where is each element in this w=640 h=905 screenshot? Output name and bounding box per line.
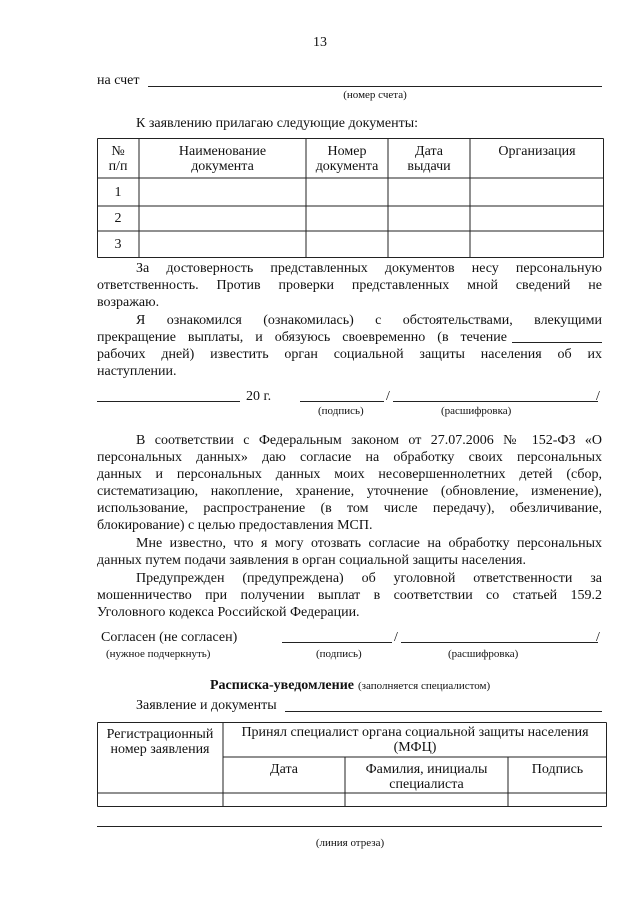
signature-caption: (подпись) bbox=[318, 405, 364, 417]
table-row-number: 1 bbox=[114, 185, 122, 200]
consent-line-1: В соответствии с Федеральным законом от 27.07.2006 № 152-ФЗ «О bbox=[136, 433, 602, 448]
slash: / bbox=[394, 630, 398, 645]
receipt-table bbox=[97, 722, 607, 807]
decode-line[interactable] bbox=[401, 642, 598, 643]
underline-note: (нужное подчеркнуть) bbox=[106, 648, 211, 660]
attach-intro: К заявлению прилагаю следующие документы: bbox=[136, 116, 419, 131]
aware-line-3: рабочих дней) известить орган социальной защиты населения об их bbox=[97, 347, 602, 362]
reg-number-header: Регистрационный номер заявления bbox=[106, 727, 214, 757]
docs-header-doc-number: Номер документа bbox=[315, 144, 379, 174]
table-row-number: 2 bbox=[114, 211, 122, 226]
receipt-title-note: (заполняется специалистом) bbox=[358, 680, 491, 692]
accepted-header: Принял специалист органа социальной защиты населения (МФЦ) bbox=[241, 725, 589, 755]
docs-header-date: Дата выдачи bbox=[407, 144, 451, 174]
docs-header-organization: Организация bbox=[498, 144, 576, 159]
statement-label: Заявление и документы bbox=[136, 698, 277, 713]
aware-line-2: прекращение выплаты, и обязуюсь своевременно (в течение bbox=[97, 330, 507, 345]
warned-line-3: Уголовного кодекса Российской Федерации. bbox=[97, 605, 360, 620]
date-line[interactable] bbox=[97, 401, 240, 402]
slash: / bbox=[386, 389, 390, 404]
table-row-number: 3 bbox=[114, 237, 122, 252]
documents-table bbox=[97, 138, 604, 258]
consent-line-3: данных и персональных данных моих несовершеннолетних детей (сбор, bbox=[97, 467, 602, 482]
account-number-caption: (номер счета) bbox=[343, 89, 407, 101]
validity-line-2: ответственность. Против проверки представленных мной сведений не bbox=[97, 278, 602, 293]
date-header: Дата bbox=[270, 762, 298, 777]
signature-line[interactable] bbox=[282, 642, 392, 643]
docs-header-name: Наименование документа bbox=[178, 144, 267, 174]
revoke-line-1: Мне известно, что я могу отозвать согласие на обработку персональных bbox=[136, 536, 602, 551]
cut-line bbox=[97, 826, 602, 827]
consent-line-6: блокирование) с целью предоставления МСП. bbox=[97, 518, 373, 533]
agree-text[interactable]: Согласен (не согласен) bbox=[101, 630, 238, 645]
receipt-heading bbox=[210, 676, 490, 694]
revoke-line-2: данных путем подачи заявления в орган социальной защиты населения. bbox=[97, 553, 526, 568]
slash: / bbox=[596, 389, 600, 404]
decode-caption: (расшифровка) bbox=[441, 405, 512, 417]
specialist-name-header: Фамилия, инициалы специалиста bbox=[365, 762, 488, 792]
aware-line-1: Я ознакомился (ознакомилась) с обстоятельствами, влекущими bbox=[136, 313, 602, 328]
validity-line-3: возражаю. bbox=[97, 295, 160, 310]
statement-line[interactable] bbox=[285, 711, 602, 712]
signature-line[interactable] bbox=[300, 401, 384, 402]
validity-line-1: За достоверность представленных документов несу персональную bbox=[136, 261, 602, 276]
warned-line-2: мошенничество при получении выплат в соответствии со статьей 159.2 bbox=[97, 588, 602, 603]
slash: / bbox=[596, 630, 600, 645]
docs-header-number: № п/п bbox=[108, 144, 128, 174]
account-number-line[interactable] bbox=[148, 86, 602, 87]
aware-line-4: наступлении. bbox=[97, 364, 177, 379]
signature-header: Подпись bbox=[531, 762, 584, 777]
consent-line-5: использование, распространение (в том числе передачу), обезличивание, bbox=[97, 501, 602, 516]
cut-line-caption: (линия отреза) bbox=[315, 837, 385, 849]
days-count-line[interactable] bbox=[512, 342, 602, 343]
receipt-title: Расписка-уведомление bbox=[210, 678, 354, 693]
signature-caption: (подпись) bbox=[316, 648, 362, 660]
page-number: 13 bbox=[313, 35, 327, 50]
consent-line-4: систематизацию, накопление, хранение, уточнение (обновление, изменение), bbox=[97, 484, 602, 499]
year-text: 20 г. bbox=[246, 389, 272, 404]
consent-line-2: персональных данных» даю согласие на обработку своих персональных bbox=[97, 450, 602, 465]
account-label: на счет bbox=[97, 73, 140, 88]
decode-line[interactable] bbox=[393, 401, 598, 402]
warned-line-1: Предупрежден (предупреждена) об уголовной ответственности за bbox=[136, 571, 602, 586]
decode-caption: (расшифровка) bbox=[448, 648, 519, 660]
